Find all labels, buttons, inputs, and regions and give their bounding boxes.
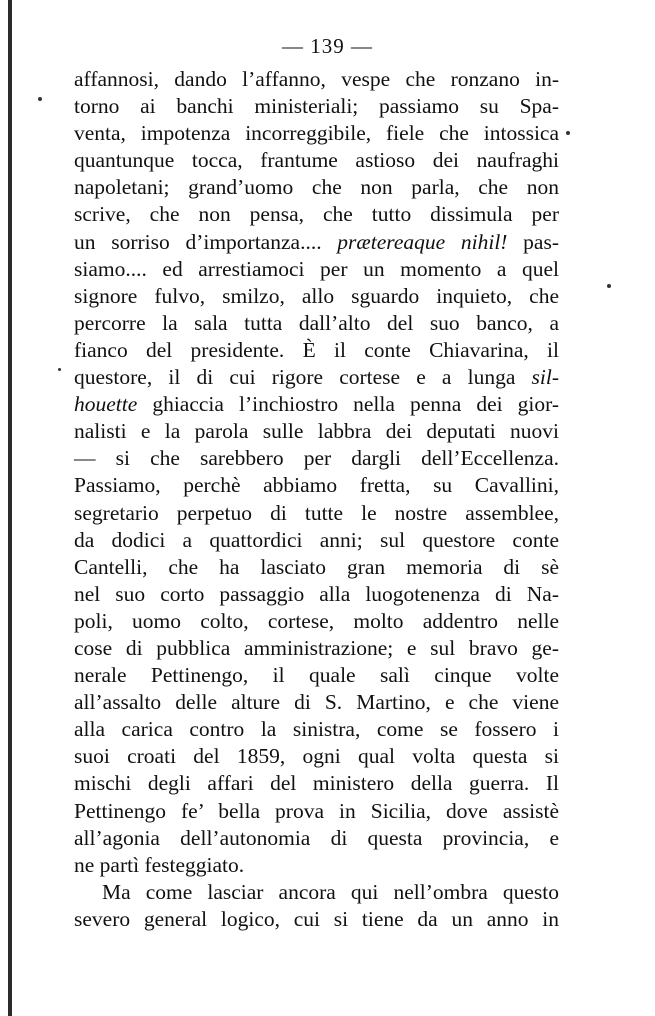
text-run: severo general logico, cui si tiene da un anno in <box>74 906 559 931</box>
text-run: nerale Pettinengo, il quale salì cinque volte <box>74 663 559 688</box>
text-line <box>74 418 559 445</box>
text-line <box>74 906 559 933</box>
text-line <box>74 445 559 472</box>
print-speck <box>38 97 42 101</box>
text-run: poli, uomo colto, cortese, molto addentro nelle <box>74 608 559 633</box>
text-line <box>74 174 559 201</box>
text-run: all’agonia dell’autonomia di questa provincia, e <box>74 825 559 850</box>
text-line <box>74 798 559 825</box>
text-run: Passiamo, perchè abbiamo fretta, su Cavallini, <box>74 473 559 498</box>
print-speck <box>607 284 611 288</box>
text-line <box>74 201 559 228</box>
text-run: scrive, che non pensa, che tutto dissimula per <box>74 202 559 227</box>
text-run: Ma come lasciar ancora qui nell’ombra questo <box>102 879 559 904</box>
text-line <box>74 93 559 120</box>
text-line <box>74 662 559 689</box>
text-run: mischi degli affari del ministero della guerra. Il <box>74 771 559 796</box>
text-line <box>74 689 559 716</box>
text-line <box>74 500 559 527</box>
text-run: quantunque tocca, frantume astioso dei naufraghi <box>74 148 559 173</box>
text-run: segretario perpetuo di tutte le nostre assemblee, <box>74 500 559 525</box>
body-text <box>74 66 559 933</box>
text-run: un sorriso d’importanza.... <box>74 229 338 254</box>
text-run: percorre la sala tutta dall’alto del suo banco, a <box>74 310 559 335</box>
text-run: fianco del presidente. È il conte Chiavarina, il <box>74 337 559 362</box>
text-line <box>74 283 559 310</box>
text-line <box>74 256 559 283</box>
print-speck <box>566 131 570 135</box>
text-line <box>74 581 559 608</box>
text-line <box>74 472 559 499</box>
text-line <box>74 554 559 581</box>
text-line <box>74 391 559 418</box>
text-line <box>74 229 559 256</box>
text-run: all’assalto delle alture di S. Martino, e che viene <box>74 690 559 715</box>
text-run: nel suo corto passaggio alla luogotenenza di Na- <box>74 581 559 606</box>
page-binding-edge <box>8 0 12 1016</box>
paragraph-first-line <box>74 879 559 906</box>
text-line <box>74 825 559 852</box>
text-line <box>74 364 559 391</box>
text-run: da dodici a quattordici anni; sul questore conte <box>74 527 559 552</box>
text-run: ghiaccia l’inchiostro nella penna dei gior- <box>137 392 559 417</box>
text-line <box>74 66 559 93</box>
text-line <box>74 716 559 743</box>
text-run: Pettinengo fe’ bella prova in Sicilia, dove assistè <box>74 798 559 823</box>
text-line <box>74 770 559 797</box>
page-number: — 139 — <box>282 34 373 58</box>
text-line <box>74 635 559 662</box>
text-run: napoletani; grand’uomo che non parla, che non <box>74 175 559 200</box>
text-run: signore fulvo, smilzo, allo sguardo inquieto, che <box>74 283 559 308</box>
text-line <box>74 608 559 635</box>
text-line <box>74 743 559 770</box>
text-run: alla carica contro la sinistra, come se fossero i <box>74 717 559 742</box>
text-line <box>74 310 559 337</box>
text-run: Cantelli, che ha lasciato gran memoria di sè <box>74 554 559 579</box>
text-line <box>74 120 559 147</box>
text-run: ne partì festeggiato. <box>74 852 245 877</box>
italic-text: prӕtereaque nihil! <box>337 229 508 254</box>
text-run: pas- <box>507 229 559 254</box>
text-run: venta, impotenza incorreggibile, fiele che intossica <box>74 121 559 146</box>
italic-text: sil- <box>531 365 559 390</box>
text-line <box>74 852 559 879</box>
text-line <box>74 337 559 364</box>
text-run: affannosi, dando l’affanno, vespe che ronzano in- <box>74 67 559 91</box>
text-run: suoi croati del 1859, ogni qual volta questa si <box>74 744 559 769</box>
text-run: — si che sarebbero per dargli dell’Eccellenza. <box>74 446 559 471</box>
text-line <box>74 147 559 174</box>
italic-text: houette <box>74 392 138 417</box>
text-run: siamo.... ed arrestiamoci per un momento a quel <box>74 256 559 281</box>
text-run: cose di pubblica amministrazione; e sul bravo ge- <box>74 635 559 660</box>
print-speck <box>58 368 61 371</box>
text-run: torno ai banchi ministeriali; passiamo su Spa- <box>74 94 559 119</box>
text-line <box>74 527 559 554</box>
text-run: nalisti e la parola sulle labbra dei deputati nuovi <box>74 419 559 444</box>
text-run: questore, il di cui rigore cortese e a lunga <box>74 365 532 390</box>
